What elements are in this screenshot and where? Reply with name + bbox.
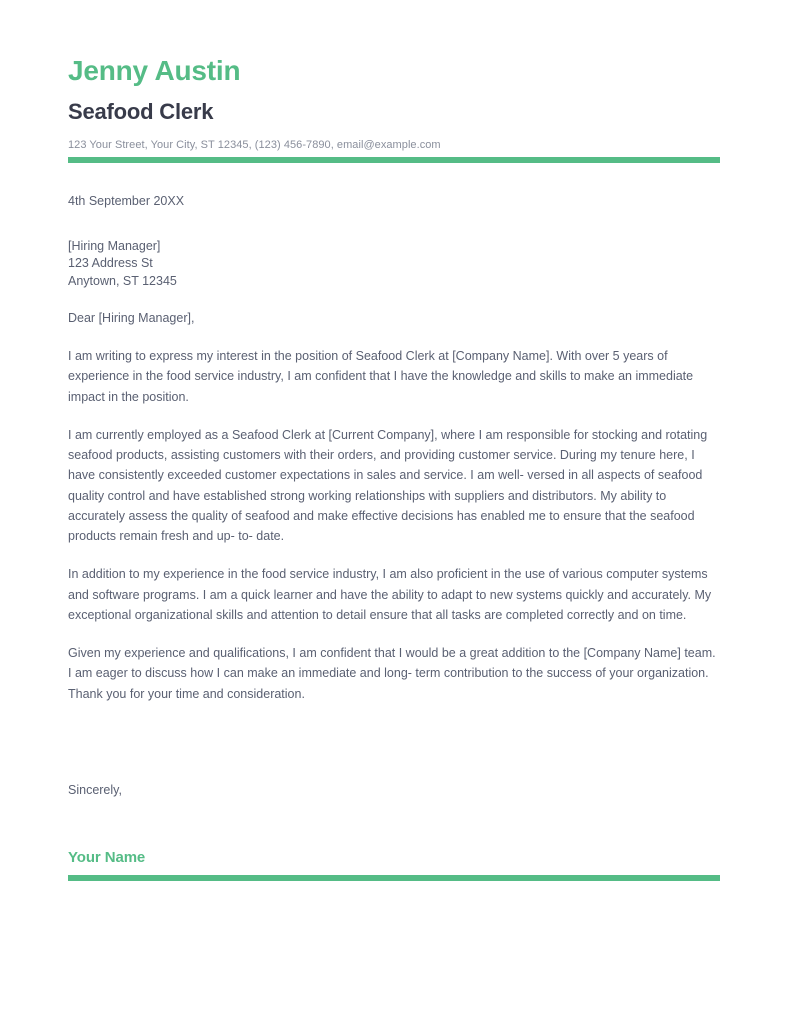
footer-accent-bar: [68, 875, 720, 881]
document-content: [68, 0, 720, 881]
salutation: Dear [Hiring Manager],: [68, 310, 195, 325]
letter-date: 4th September 20XX: [68, 194, 185, 209]
letter-body: [68, 191, 720, 800]
letter-footer: [68, 850, 720, 881]
signature-name: Your Name: [68, 849, 146, 867]
recipient-address-block: [68, 238, 720, 291]
letter-header: [68, 0, 720, 163]
body-paragraph-4: Given my experience and qualifications, I am confident that I would be a great addition to the [Company Name] team. I am eager to discuss how I can make an immediate and long- term contribution to the success of your organization. Thank you for your time and consideration.: [68, 646, 716, 701]
header-accent-bar: [68, 157, 720, 163]
contact-info-line: 123 Your Street, Your City, ST 12345, (123) 456-7890, email@example.com: [68, 139, 441, 152]
closing-salutation: Sincerely,: [68, 782, 122, 797]
job-title: Seafood Clerk: [68, 98, 214, 124]
body-paragraph-2: I am currently employed as a Seafood Clerk at [Current Company], where I am responsible for stocking and rotating seafood products, assisting customers with their orders, and providing customer service. During my tenure here, I have consistently exceeded customer expectations in sales and service. I am well- versed in all aspects of seafood quality control and have established strong working relationships with suppliers and distributors. My ability to accurately assess the quality of seafood and make effective decisions has enabled me to ensure that the seafood products remain fresh and up- to- date.: [68, 427, 708, 544]
recipient-line-2: 123 Address St: [68, 256, 153, 271]
recipient-line-3: Anytown, ST 12345: [68, 274, 177, 289]
body-paragraph-1: I am writing to express my interest in the position of Seafood Clerk at [Company Name]. With over 5 years of experience in the food service industry, I am confident that I have the knowledge and skills to make an immediate impact in the position.: [68, 349, 694, 404]
applicant-name: Jenny Austin: [68, 55, 241, 86]
body-paragraph-3: In addition to my experience in the food service industry, I am also proficient in the use of various computer systems and software programs. I am a quick learner and have the ability to adapt to new systems quickly and accurately. My exceptional organizational skills and attention to detail ensure that all tasks are completed correctly and on time.: [68, 567, 712, 622]
recipient-line-1: [Hiring Manager]: [68, 238, 161, 253]
